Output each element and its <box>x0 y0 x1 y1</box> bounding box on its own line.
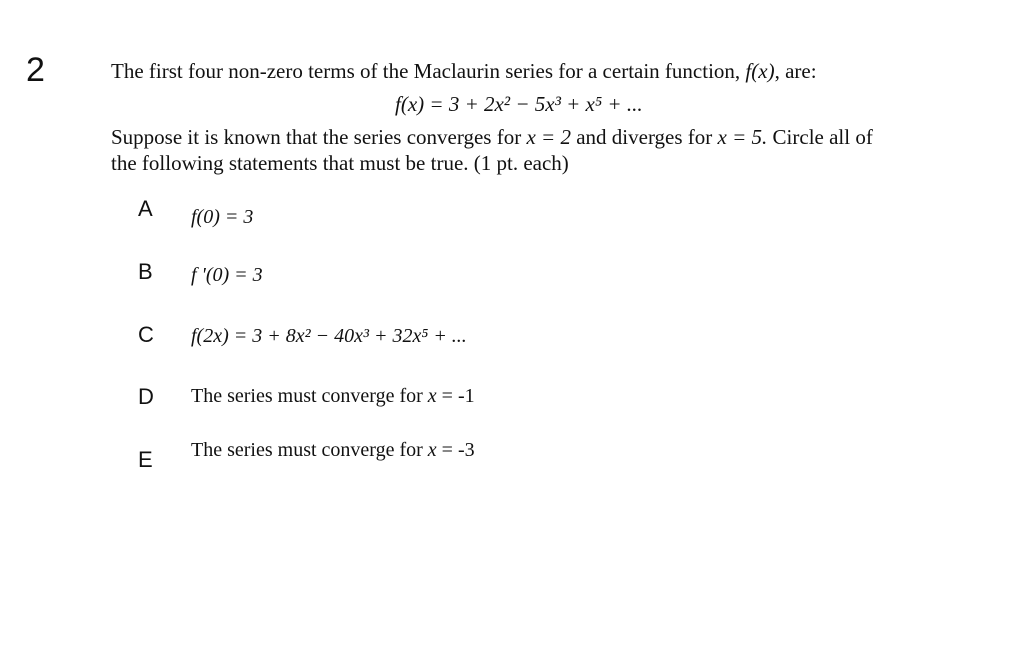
option-d-suffix: = -1 <box>441 385 475 407</box>
intro-tail: , are: <box>774 59 817 83</box>
option-c-letter: C <box>138 322 154 347</box>
para-part-c: and diverges for <box>576 125 713 149</box>
option-d-letter: D <box>138 384 154 409</box>
option-e-letter: E <box>138 447 153 472</box>
para-part-b: x = 2 <box>526 125 571 149</box>
option-e-prefix: The series must converge for <box>191 439 423 461</box>
option-d-var: x <box>427 385 437 407</box>
question-paragraph <box>111 124 991 176</box>
option-e-suffix: = -3 <box>441 439 475 461</box>
question-number: 2 <box>26 51 45 89</box>
para-part-e: Circle all of <box>772 125 873 149</box>
paragraph-line-2: the following statements that must be true. (1 pt. each) <box>111 151 569 175</box>
option-d-prefix: The series must converge for <box>191 385 423 407</box>
option-d-text <box>191 383 475 409</box>
option-e-var: x <box>427 439 437 461</box>
option-a-expression: f(0) = 3 <box>191 206 254 228</box>
paragraph-line-1 <box>111 124 991 150</box>
intro-text: The first four non-zero terms of the Maclaurin series for a certain function, <box>111 59 741 83</box>
option-e-text <box>191 437 475 463</box>
option-b-letter: B <box>138 259 153 284</box>
para-part-a: Suppose it is known that the series converges for <box>111 125 522 149</box>
series-text: f(x) = 3 + 2x² − 5x³ + x⁵ + ... <box>395 92 643 116</box>
intro-function: f(x) <box>745 59 775 83</box>
option-c-text <box>191 323 467 349</box>
option-c-expression: f(2x) = 3 + 8x² − 40x³ + 32x⁵ + ... <box>191 325 467 347</box>
series-expression <box>395 90 643 118</box>
question-intro <box>111 58 817 84</box>
option-b-text <box>191 262 263 288</box>
para-part-d: x = 5. <box>717 125 768 149</box>
option-b-expression: f '(0) = 3 <box>191 264 263 286</box>
option-a-letter: A <box>138 196 153 221</box>
option-a-text <box>191 204 253 230</box>
